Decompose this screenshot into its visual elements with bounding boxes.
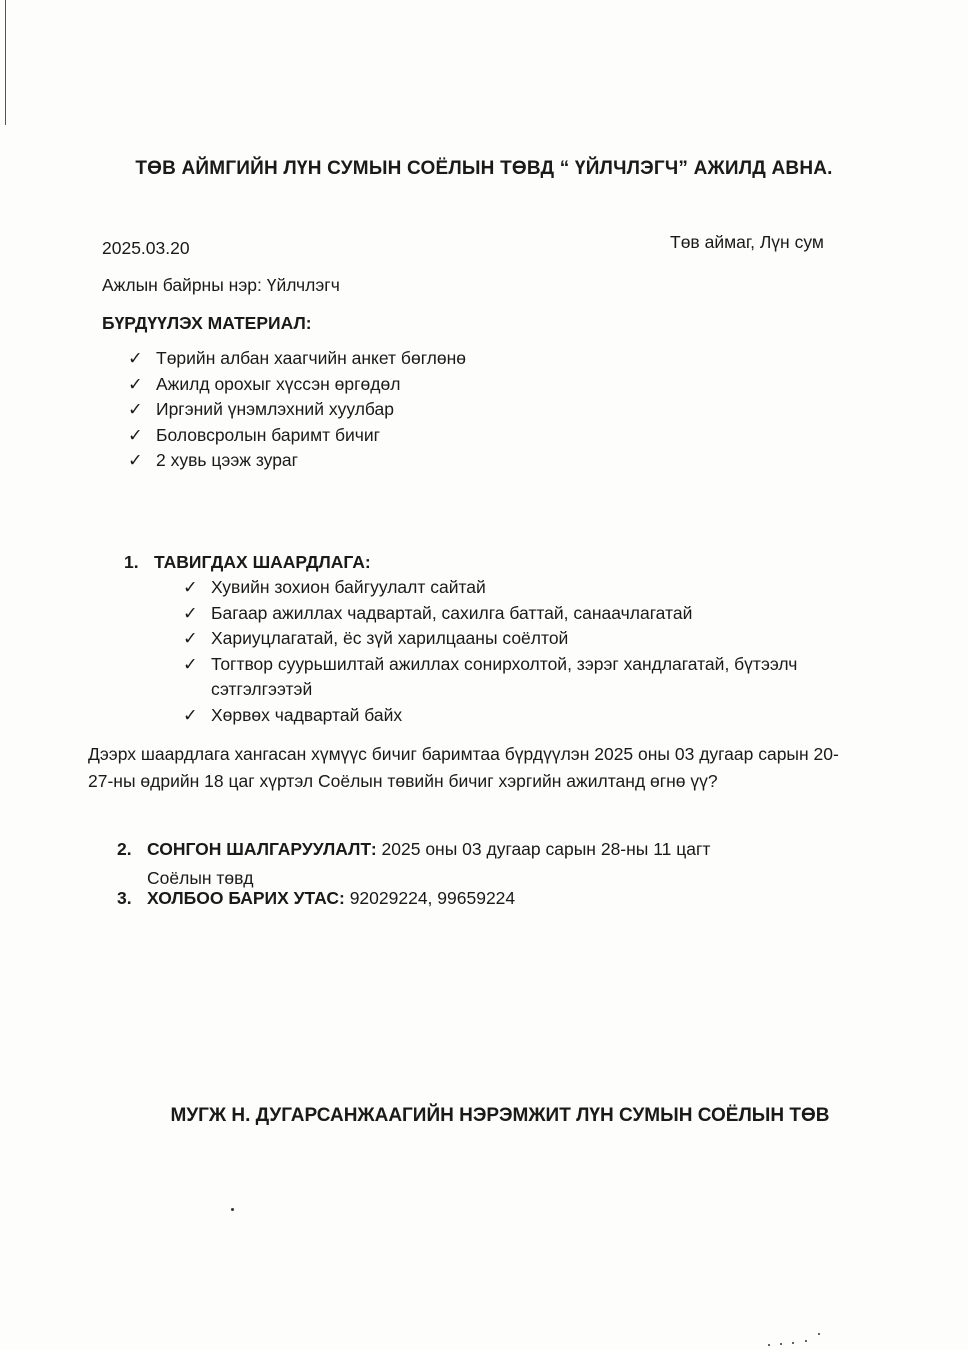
list-item: ✓ Тогтвор суурьшилтай ажиллах сонирхолтой, зэрэг хандлагатай, бүтээлч сэтгэлгээтэй bbox=[183, 653, 798, 699]
check-icon: ✓ bbox=[183, 577, 198, 597]
check-icon: ✓ bbox=[183, 653, 198, 674]
contact-section bbox=[117, 888, 515, 909]
document-date: 2025.03.20 bbox=[102, 238, 190, 258]
job-title: Ажлын байрны нэр: Үйлчлэгч bbox=[102, 275, 340, 295]
selection-place: Соёлын төвд bbox=[147, 868, 254, 888]
check-icon: ✓ bbox=[128, 424, 143, 445]
scan-edge-line bbox=[5, 0, 6, 125]
materials-heading: БҮРДҮҮЛЭХ МАТЕРИАЛ: bbox=[102, 313, 312, 333]
stray-mark bbox=[768, 1344, 770, 1346]
list-item: ✓ Хувийн зохион байгуулалт сайтай bbox=[183, 575, 811, 601]
organization-footer: МУГЖ Н. ДУГАРСАНЖААГИЙН НЭРЭМЖИТ ЛҮН СУМЫН СОЁЛЫН ТӨВ bbox=[170, 1105, 830, 1126]
check-icon: ✓ bbox=[183, 704, 198, 725]
requirements-heading: 1. ТАВИГДАХ ШААРДЛАГА: bbox=[124, 552, 371, 572]
list-item: ✓ Боловсролын баримт бичиг bbox=[128, 423, 466, 449]
materials-list bbox=[128, 346, 466, 474]
list-item: ✓ Ажилд орохыг хүссэн өргөдөл bbox=[128, 372, 466, 398]
list-item: ✓ Хариуцлагатай, ёс зүй харилцааны соёлтой bbox=[183, 626, 811, 652]
selection-value: 2025 оны 03 дугаар сарын 28-ны 11 цагт bbox=[376, 839, 711, 859]
requirements-list bbox=[183, 575, 811, 728]
selection-section bbox=[117, 835, 710, 893]
stray-mark bbox=[231, 1208, 234, 1211]
selection-label: СОНГОН ШАЛГАРУУЛАЛТ: bbox=[147, 839, 377, 859]
check-icon: ✓ bbox=[183, 602, 198, 623]
check-icon: ✓ bbox=[128, 399, 143, 419]
check-icon: ✓ bbox=[183, 628, 198, 648]
document-title: ТӨВ АЙМГИЙН ЛҮН СУМЫН СОЁЛЫН ТӨВД “ ҮЙЛЧЛЭГЧ” АЖИЛД АВНА. bbox=[135, 158, 833, 179]
stray-mark bbox=[792, 1342, 794, 1344]
list-item: ✓ Төрийн албан хаагчийн анкет бөглөнө bbox=[128, 346, 466, 372]
list-item: ✓ Багаар ажиллах чадвартай, сахилга баттай, санаачлагатай bbox=[183, 601, 811, 627]
stray-mark bbox=[818, 1333, 820, 1335]
submission-paragraph: Дээрх шаардлага хангасан хүмүүс бичиг баримтаа бүрдүүлэн 2025 оны 03 дугаар сарын 20-27-ны өдрийн 18 цаг хүртэл Соёлын төвийн бичиг хэргийн ажилтанд өгнө үү? bbox=[88, 744, 839, 791]
check-icon: ✓ bbox=[128, 450, 143, 470]
stray-mark bbox=[805, 1340, 807, 1342]
document-location: Төв аймаг, Лүн сум bbox=[670, 232, 824, 252]
contact-phones: 92029224, 99659224 bbox=[344, 888, 516, 908]
section-number: 1. bbox=[124, 552, 139, 572]
list-item: ✓ 2 хувь цээж зураг bbox=[128, 448, 466, 474]
list-item: ✓ Хөрвөх чадвартай байх bbox=[183, 703, 811, 729]
stray-mark bbox=[780, 1343, 782, 1345]
check-icon: ✓ bbox=[128, 348, 143, 368]
contact-label: ХОЛБОО БАРИХ УТАС: bbox=[147, 888, 345, 908]
section-number: 3. bbox=[117, 888, 132, 908]
section-number: 2. bbox=[117, 839, 132, 859]
list-item: ✓ Иргэний үнэмлэхний хуулбар bbox=[128, 397, 466, 423]
check-icon: ✓ bbox=[128, 373, 143, 394]
